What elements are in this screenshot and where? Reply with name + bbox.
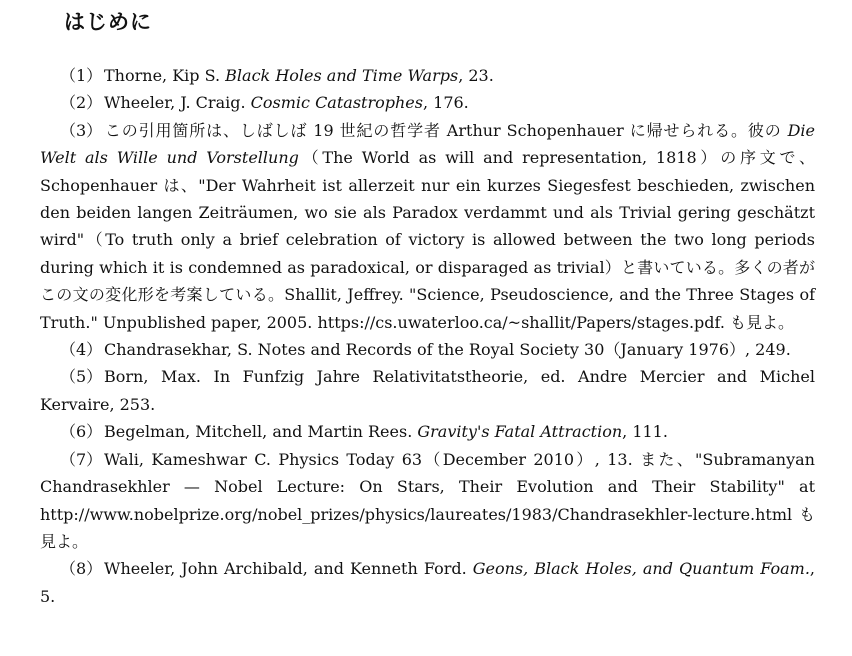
note-number: （7） [60,449,103,469]
endnote [40,117,815,336]
note-number: （2） [60,93,103,113]
note-number: （6） [60,422,103,442]
note-text: Chandrasekhar, S. Notes and Records of the Royal Society 30（January 1976）, 249. [104,340,791,360]
note-text-tail: （The World as will and representation, 1818）の序文で、Schopenhauer は、"Der Wahrheit ist allerzeit nur ein kurzes Siegesfest beschieden, zwischen den beiden langen Zeiträumen, wo sie als Paradox verdammt und als Trivial gering geschätzt wird"（To truth only a brief celebration of victory is allowed between the two long periods during which it is condemned as paradoxical, or disparaged as trivial）と書いている。多くの者がこの文の変化形を考案している。Shallit, Jeffrey. "Science, Pseudoscience, and the Three Stages of Truth." Unpublished paper, 2005. https://cs.uwaterloo.ca/~shallit/Papers/stages.pdf. も見よ。 [40,148,815,332]
endnote [40,446,815,556]
note-number: （1） [60,66,103,85]
endnote [40,363,815,418]
note-title: Die Welt als Wille und Vorstellung [40,120,815,168]
note-title: Geons, Black Holes, and Quantum Foam. [472,559,810,579]
endnote [40,336,815,363]
endnote [40,89,815,116]
note-text-tail: , 176. [422,93,469,113]
note-text: Thorne, Kip S. [104,66,226,85]
endnote [40,555,815,610]
note-number: （8） [60,559,103,579]
note-title: Gravity's Fatal Attraction [417,422,623,442]
note-title: Black Holes and Time Warps [225,66,459,85]
section-heading: はじめに [64,10,152,34]
note-text-tail: , 5. [40,559,815,606]
note-text-tail: , 23. [458,66,494,85]
endnotes-list [40,62,815,610]
note-text: この引用箇所は、しばしば 19 世紀の哲学者 Arthur Schopenhauer に帰せられる。彼の [104,120,788,140]
note-title: Cosmic Catastrophes [250,93,423,113]
note-text: Born, Max. In Funfzig Jahre Relativitatstheorie, ed. Andre Mercier and Michel Kervaire, 253. [40,367,815,414]
note-number: （5） [60,367,103,387]
endnote [40,62,815,89]
note-text-tail: , 111. [622,422,668,442]
note-number: （3） [60,120,103,140]
note-text: Begelman, Mitchell, and Martin Rees. [104,422,418,442]
note-text: Wheeler, J. Craig. [104,93,251,113]
note-number: （4） [60,340,103,360]
note-text: Wheeler, John Archibald, and Kenneth Ford. [104,559,473,579]
endnote [40,418,815,445]
note-text: Wali, Kameshwar C. Physics Today 63（December 2010）, 13. また、"Subramanyan Chandrasekhler — Nobel Lecture: On Stars, Their Evolution and Their Stability" at http://www.nobelprize.org/nobel_prizes/physics/laureates/1983/Chandrasekhler-lecture.html も見よ。 [40,449,815,551]
